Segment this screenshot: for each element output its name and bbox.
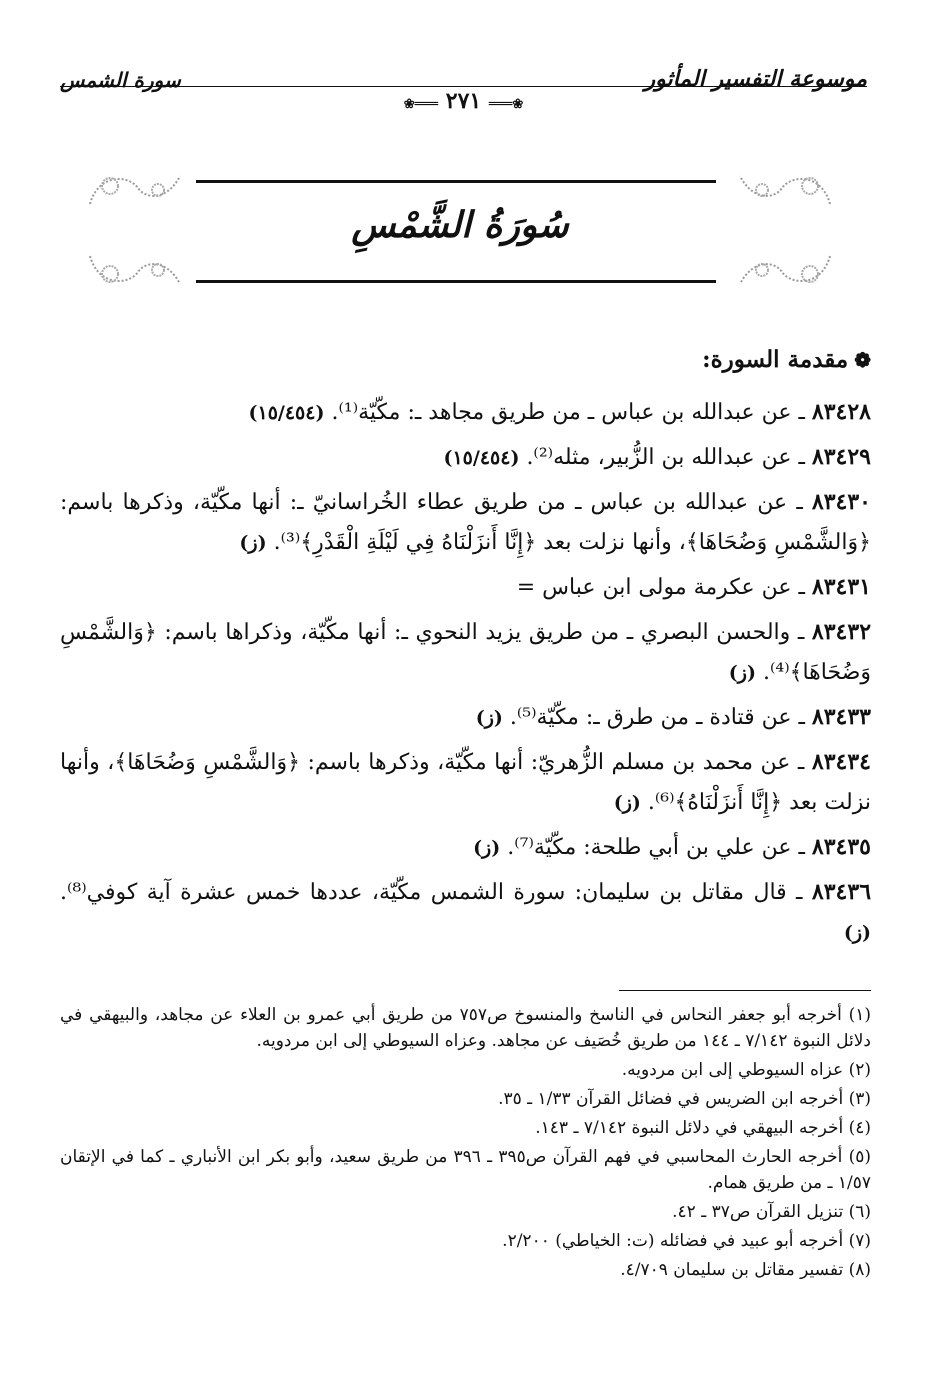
footnote: (٥) أخرجه الحارث المحاسبي في فهم القرآن ص٣٩٥ ـ ٣٩٦ من طريق سعيد، وأبو بكر ابن الأنباري ـ كما في الإتقان ١/٥٧ ـ من طريق همام. xyxy=(60,1147,871,1193)
narration-number: ٨٣٤٣٢ xyxy=(811,619,872,645)
narration-number: ٨٣٤٢٩ xyxy=(811,444,871,470)
ornament-left-icon: ═══❀ xyxy=(403,97,439,112)
footnote: (٦) تنزيل القرآن ص٣٧ ـ ٤٢. xyxy=(672,1202,871,1222)
banner-rule-bottom xyxy=(196,280,716,283)
footnote: (٧) أخرجه أبو عبيد في فضائله (ت: الخياطي) ٢/٢٠٠. xyxy=(502,1231,871,1251)
ornament-corner-icon xyxy=(737,170,832,206)
footnote: (٤) أخرجه البيهقي في دلائل النبوة ٧/١٤٢ ـ ١٤٣. xyxy=(535,1118,871,1138)
narration-number: ٨٣٤٣٠ xyxy=(811,489,871,515)
narration-number: ٨٣٤٣٦ xyxy=(811,879,872,905)
narration-number: ٨٣٤٣١ xyxy=(811,574,871,600)
narration-ref: (ز) xyxy=(728,662,756,684)
flower-ornament-icon: ❁ xyxy=(854,348,871,372)
footnote: (٨) تفسير مقاتل بن سليمان ٤/٧٠٩. xyxy=(620,1260,871,1280)
narration-entry xyxy=(60,697,871,738)
narration-ref: (ز) xyxy=(843,922,871,944)
narration-text: ـ عن عبدالله بن عباس ـ من طريق مجاهد ـ: مكّيّة⁽¹⁾. xyxy=(331,400,805,425)
surah-title: سُورَةُ الشَّمْسِ xyxy=(351,204,569,246)
narration-entry xyxy=(60,872,871,953)
book-title: موسوعة التفسير المأثور xyxy=(644,66,867,92)
footnote: (٢) عزاه السيوطي إلى ابن مردويه. xyxy=(621,1060,871,1080)
narration-entry xyxy=(60,437,871,478)
narration-number: ٨٣٤٣٤ xyxy=(811,749,871,775)
ornament-right-icon: ❀═══ xyxy=(488,97,524,112)
narration-text: ـ عن محمد بن مسلم الزُّهريّ: أنها مكّيّة، وذكرها باسم: ﴿وَالشَّمْسِ وَضُحَاهَا﴾، وأنها نزلت بعد ﴿إِنَّا أَنزَلْنَاهُ﴾⁽⁶⁾. xyxy=(60,750,871,815)
narration-entry xyxy=(60,827,871,868)
narration-entry xyxy=(60,742,871,823)
narration-text: ـ عن قتادة ـ من طرق ـ: مكّيّة⁽⁵⁾. xyxy=(509,705,805,730)
header-rule xyxy=(60,86,867,87)
narration-entry xyxy=(60,482,871,563)
narration-text: ـ عن عبدالله بن عباس ـ من طريق عطاء الخُراسانيّ ـ: أنها مكّيّة، وذكرها باسم: ﴿وَالشَّمْسِ وَضُحَاهَا﴾، وأنها نزلت بعد ﴿إِنَّا أَنزَلْنَاهُ فِي لَيْلَةِ الْقَدْرِ﴾⁽³⁾. xyxy=(60,490,871,555)
page-number-block xyxy=(404,88,524,114)
narration-text: ـ عن علي بن أبي طلحة: مكّيّة⁽⁷⁾. xyxy=(507,835,805,860)
narration-entry xyxy=(60,392,871,433)
running-head xyxy=(60,62,867,112)
narration-entry xyxy=(60,567,871,608)
narration-entry xyxy=(60,612,871,693)
narration-text: ـ عن عكرمة مولى ابن عباس = xyxy=(516,575,805,600)
narration-ref: (١٥/٤٥٤) xyxy=(248,402,325,424)
narration-number: ٨٣٤٣٥ xyxy=(811,834,871,860)
narration-text: ـ عن عبدالله بن الزُّبير، مثله⁽²⁾. xyxy=(526,445,805,470)
surah-banner xyxy=(88,170,832,290)
footnote: (٣) أخرجه ابن الضريس في فضائل القرآن ١/٣٣ ـ ٣٥. xyxy=(498,1089,871,1109)
ornament-corner-icon xyxy=(88,254,183,290)
section-heading xyxy=(702,346,871,373)
ornament-corner-icon xyxy=(88,170,183,206)
footnote: (١) أخرجه أبو جعفر النحاس في الناسخ والمنسوخ ص٧٥٧ من طريق أبي عمرو بن العلاء عن مجاهد، والبيهقي في دلائل النبوة ٧/١٤٢ ـ ١٤٤ من طريق خُصَيف عن مجاهد. وعزاه السيوطي إلى ابن مردويه. xyxy=(60,1005,871,1051)
narration-text: ـ قال مقاتل بن سليمان: سورة الشمس مكّيّة، عددها خمس عشرة آية كوفي⁽⁸⁾. xyxy=(60,880,803,905)
narration-number: ٨٣٤٢٨ xyxy=(811,399,871,425)
narration-ref: (ز) xyxy=(475,707,503,729)
page-number: ٢٧١ xyxy=(445,88,482,114)
section-title: مقدمة السورة: xyxy=(702,346,849,373)
running-surah-name: سورة الشمس xyxy=(60,68,181,92)
narration-text: ـ والحسن البصري ـ من طريق يزيد النحوي ـ: أنها مكّيّة، وذكراها باسم: ﴿وَالشَّمْسِ وَضُحَاهَا﴾⁽⁴⁾. xyxy=(60,620,871,685)
banner-rule-top xyxy=(196,180,716,183)
footnote-rule xyxy=(619,990,871,991)
narration-number: ٨٣٤٣٣ xyxy=(811,704,871,730)
narration-ref: (١٥/٤٥٤) xyxy=(443,447,520,469)
narration-ref: (ز) xyxy=(473,837,501,859)
narration-ref: (ز) xyxy=(613,792,641,814)
footnotes xyxy=(60,1002,871,1286)
ornament-corner-icon xyxy=(737,254,832,290)
narrations-list xyxy=(60,392,871,957)
narration-ref: (ز) xyxy=(239,532,267,554)
